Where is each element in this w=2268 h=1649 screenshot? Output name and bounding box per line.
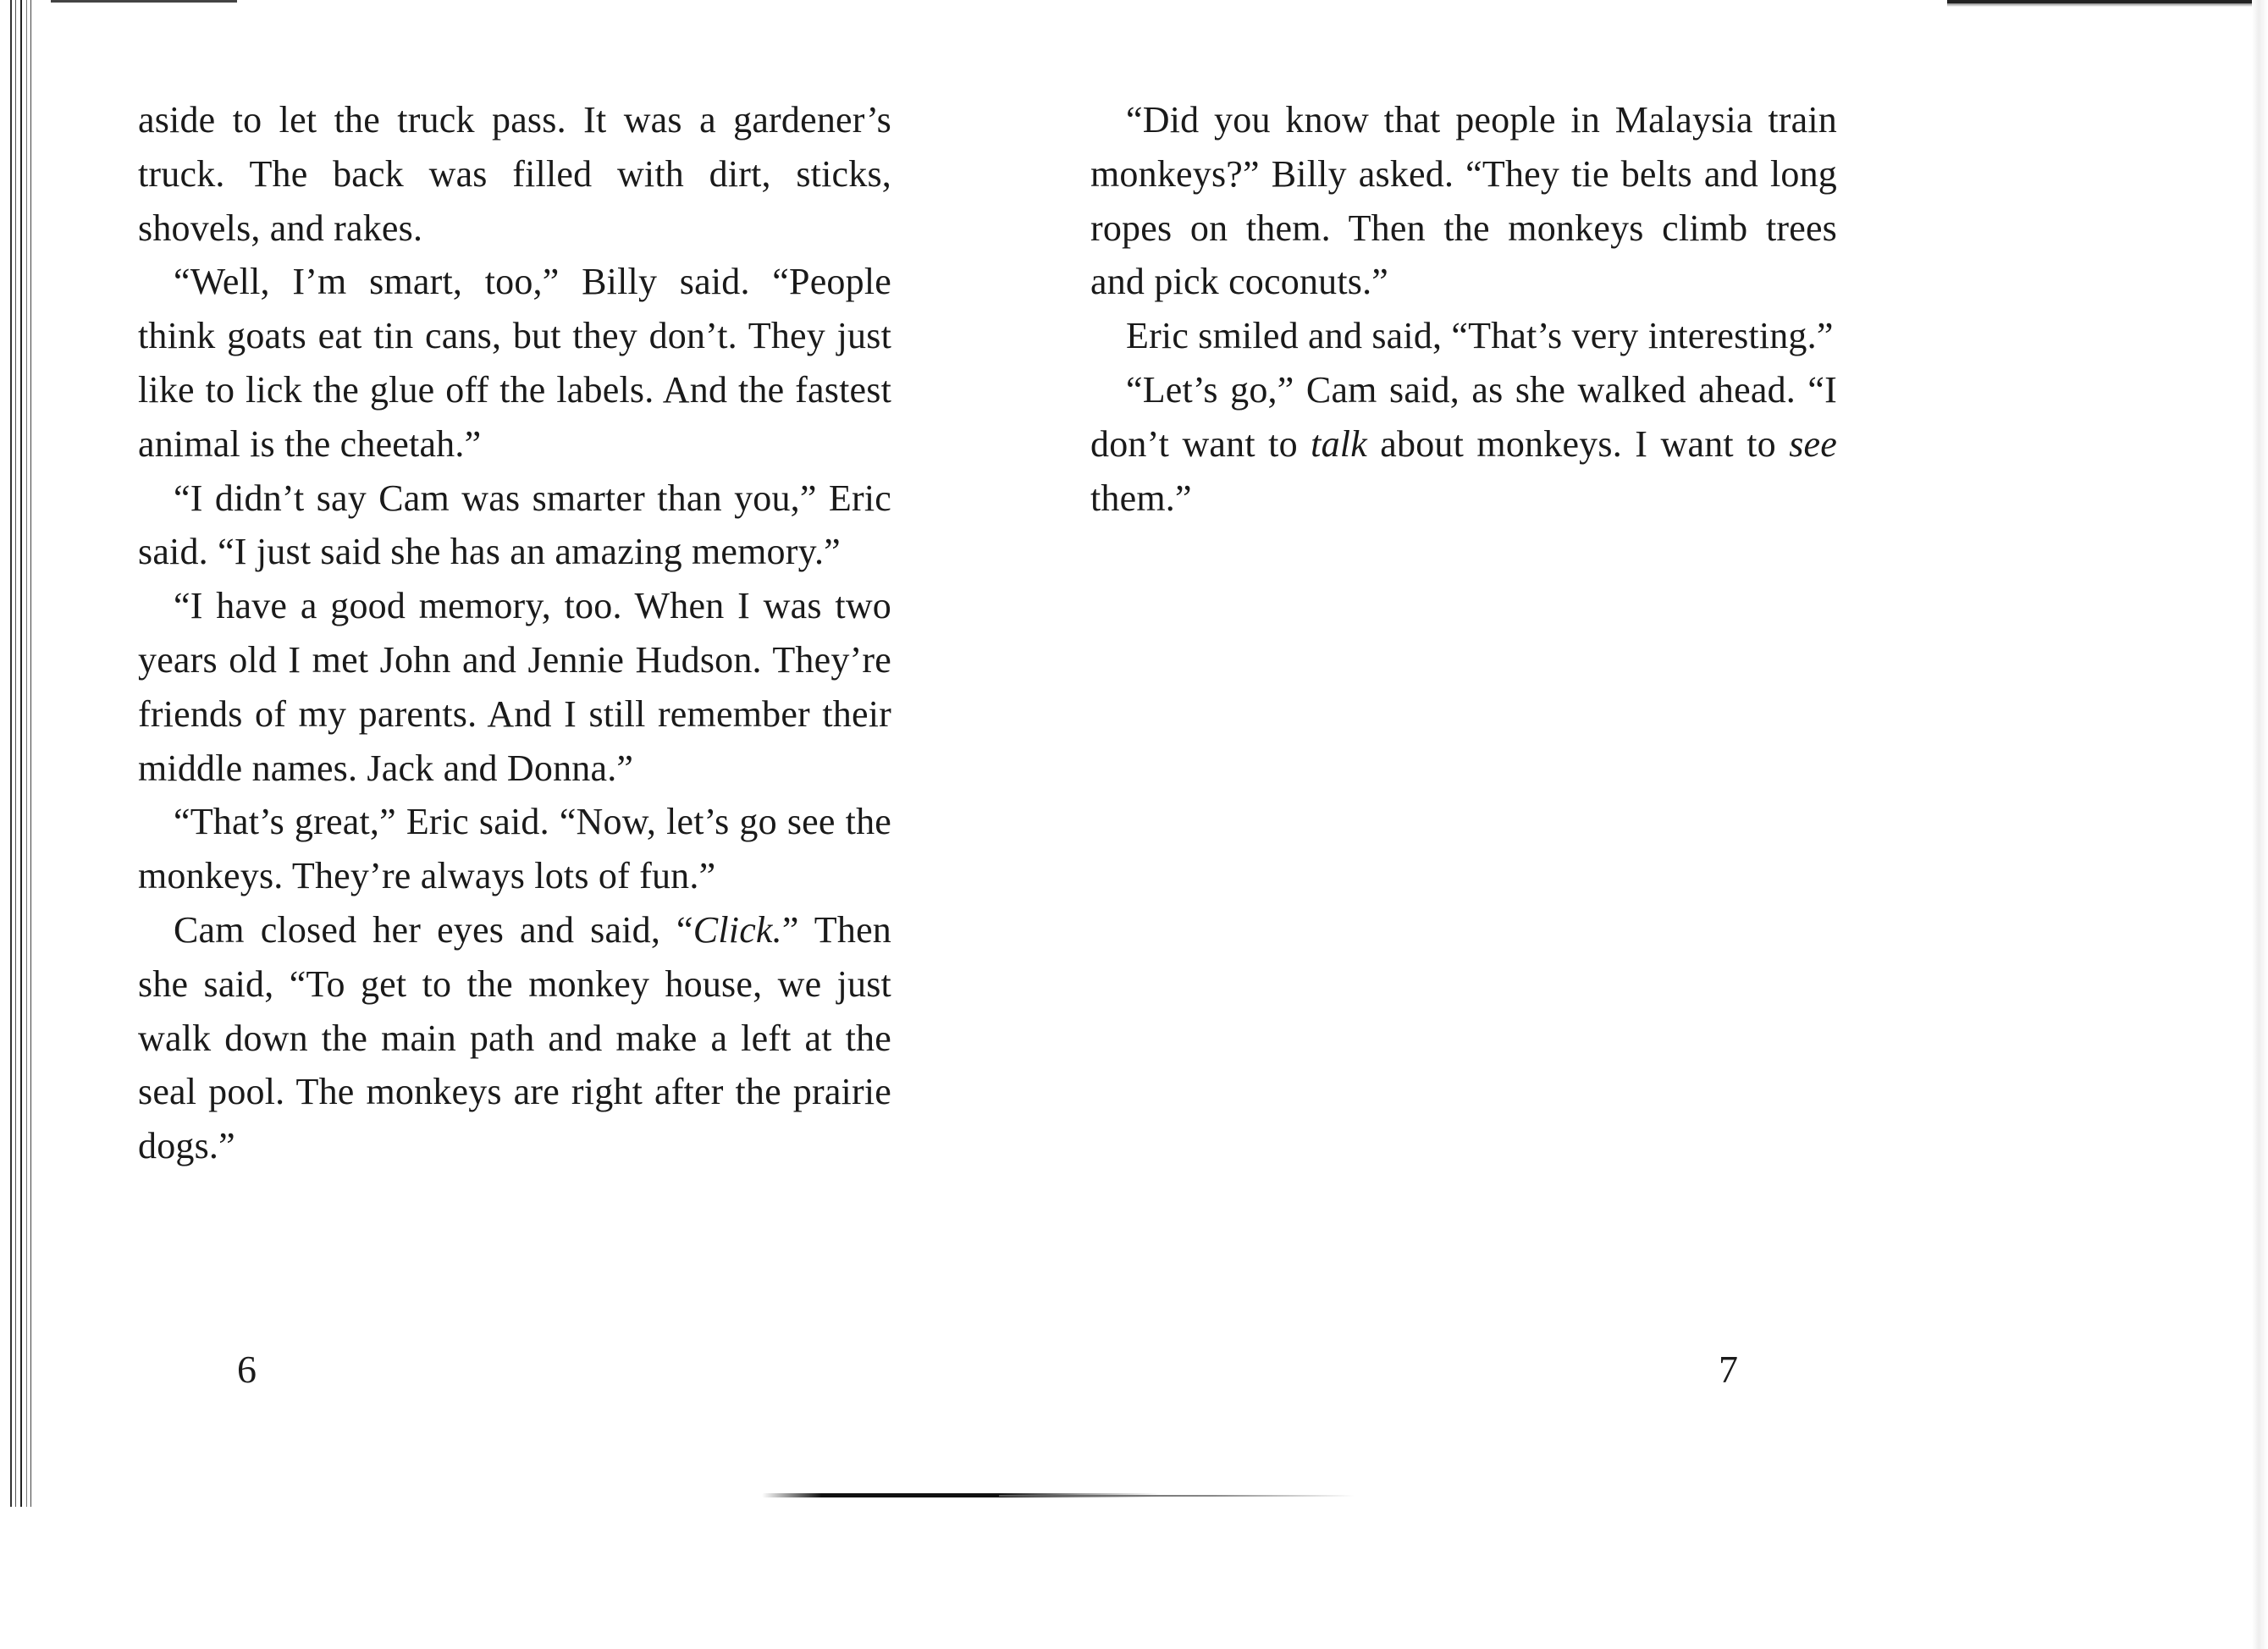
scan-top-edge-right — [1947, 0, 2268, 7]
paragraph: “That’s great,” Eric said. “Now, let’s go see the monkeys. They’re always lots of fun.” — [138, 801, 891, 897]
left-page — [138, 93, 891, 1173]
paragraph: “Well, I’m smart, too,” Billy said. “People think goats eat tin cans, but they don’t. They just like to lick the glue off the labels. And the fastest animal is the cheetah.” — [138, 261, 891, 465]
scan-binding-edge — [0, 0, 34, 1507]
scan-bottom-shadow-thin — [999, 1495, 1355, 1497]
paragraph: “Let’s go,” Cam said, as she walked ahead. “I don’t want to talk about monkeys. I want to see them.” — [1090, 368, 1837, 519]
italic-word: see — [1789, 422, 1837, 465]
paragraph: “I have a good memory, too. When I was two years old I met John and Jennie Hudson. They’re friends of my parents. And I still remember their middle names. Jack and Donna.” — [138, 585, 891, 789]
page-number-left: 6 — [237, 1348, 257, 1391]
paragraph: aside to let the truck pass. It was a gardener’s truck. The back was filled with dirt, sticks, shovels, and rakes. — [138, 99, 891, 249]
paragraph: “I didn’t say Cam was smarter than you,” Eric said. “I just said she has an amazing memory.” — [138, 477, 891, 573]
paragraph: Cam closed her eyes and said, “Click.” Then she said, “To get to the monkey house, we just walk down the main path and make a left at the seal pool. The monkeys are right after the prairie dogs.” — [138, 908, 891, 1167]
italic-word: talk — [1311, 422, 1367, 465]
scan-top-edge-left — [51, 0, 237, 3]
scan-right-edge — [2252, 0, 2268, 1649]
right-page — [1090, 93, 1837, 525]
page-number-right: 7 — [1719, 1348, 1738, 1391]
paragraph: “Did you know that people in Malaysia train monkeys?” Billy asked. “They tie belts and long ropes on them. Then the monkeys climb trees and pick coconuts.” — [1090, 99, 1837, 303]
italic-word: Click. — [693, 908, 782, 951]
paragraph: Eric smiled and said, “That’s very interesting.” — [1126, 315, 1834, 357]
